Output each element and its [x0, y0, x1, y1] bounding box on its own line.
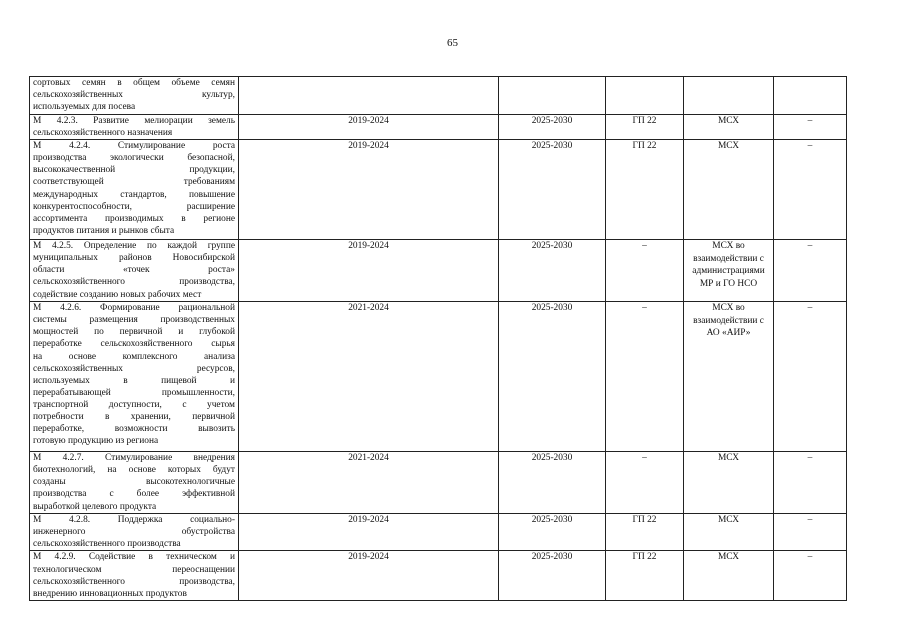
state-program: ГП 22: [606, 140, 684, 240]
description-line: внедрению инновационных продуктов: [33, 588, 187, 599]
note: –: [774, 551, 847, 601]
period-second: 2025-2030: [499, 514, 606, 551]
period-first: 2021-2024: [239, 302, 499, 452]
measure-description: [30, 551, 239, 601]
note: –: [774, 452, 847, 514]
description-line: М 4.2.4. Стимулирование роста: [33, 141, 235, 152]
state-program: –: [606, 240, 684, 302]
description-line: инженерного обустройства: [33, 527, 235, 538]
executor: [684, 551, 774, 601]
description-line: сельскохозяйственного производства: [33, 539, 181, 550]
note: [774, 77, 847, 115]
measure-description: [30, 452, 239, 514]
table-row: [30, 77, 847, 115]
executor-line: МСХ: [717, 552, 740, 563]
description-line: переработке сельскохозяйственного сырья: [33, 339, 235, 350]
description-line: М 4.2.5. Определение по каждой группе: [33, 241, 235, 252]
executor-line: АО «АИР»: [706, 328, 751, 339]
executor-line: МР и ГО НСО: [699, 278, 758, 289]
description-line: М 4.2.6. Формирование рациональной: [33, 303, 235, 314]
description-line: выработкой целевого продукта: [33, 501, 157, 512]
state-program: ГП 22: [606, 115, 684, 140]
description-line: муниципальных районов Новосибирской: [33, 253, 235, 264]
table-row: [30, 240, 847, 302]
executor-line: МСХ: [717, 453, 740, 464]
period-first: 2019-2024: [239, 551, 499, 601]
description-line: ассортимента производимых в регионе: [33, 213, 235, 224]
executor: [684, 115, 774, 140]
note: –: [774, 140, 847, 240]
description-line: М 4.2.3. Развитие мелиорации земель: [33, 116, 235, 126]
period-first: 2019-2024: [239, 115, 499, 140]
executor: [684, 302, 774, 452]
description-line: перерабатывающей промышленности,: [33, 387, 235, 398]
description-line: конкурентоспособности, расширение: [33, 201, 235, 212]
description-line: международных стандартов, повышение: [33, 189, 235, 200]
executor-line: МСХ: [717, 515, 740, 526]
description-line: М 4.2.7. Стимулирование внедрения: [33, 453, 235, 464]
executor-line: МСХ во: [712, 303, 745, 314]
measure-description: [30, 514, 239, 551]
description-line: сельскохозяйственного производства,: [33, 576, 235, 587]
description-line: готовую продукцию из региона: [33, 436, 159, 447]
description-line: используемых для посева: [33, 102, 136, 113]
executor-line: МСХ: [717, 141, 740, 152]
description-line: М 4.2.8. Поддержка социально-: [33, 515, 235, 526]
description-line: на основе комплексного анализа: [33, 351, 235, 362]
note: –: [774, 302, 847, 452]
executor-line: МСХ во: [712, 241, 745, 252]
note: –: [774, 514, 847, 551]
executor: [684, 140, 774, 240]
period-first: 2019-2024: [239, 514, 499, 551]
period-first: 2021-2024: [239, 452, 499, 514]
executor-line: взаимодействии с: [693, 253, 764, 264]
executor: [684, 77, 774, 115]
executor-line: МСХ: [717, 116, 740, 126]
description-line: используемых в пищевой и: [33, 375, 235, 386]
state-program: ГП 22: [606, 551, 684, 601]
table-row: [30, 452, 847, 514]
measure-description: [30, 302, 239, 452]
description-line: производства экологически безопасной,: [33, 153, 235, 164]
description-line: созданы высокотехнологичные: [33, 477, 235, 488]
description-line: соответствующей требованиям: [33, 177, 235, 188]
description-line: сельскохозяйственного назначения: [33, 128, 173, 139]
measures-table: [29, 76, 847, 601]
description-line: содействие созданию новых рабочих мест: [33, 289, 202, 300]
description-line: М 4.2.9. Содействие в техническом и: [33, 552, 235, 563]
period-first: 2019-2024: [239, 240, 499, 302]
table-row: [30, 302, 847, 452]
description-line: сельскохозяйственных ресурсов,: [33, 363, 235, 374]
description-line: системы размещения производственных: [33, 315, 235, 326]
description-line: сельскохозяйственного производства,: [33, 277, 235, 288]
state-program: ГП 22: [606, 514, 684, 551]
measure-description: [30, 115, 239, 140]
description-line: мощностей по первичной и глубокой: [33, 327, 235, 338]
period-second: 2025-2030: [499, 452, 606, 514]
table-row: [30, 551, 847, 601]
period-second: 2025-2030: [499, 240, 606, 302]
period-second: 2025-2030: [499, 551, 606, 601]
description-line: высококачественной продукции,: [33, 165, 235, 176]
period-second: 2025-2030: [499, 302, 606, 452]
measure-description: [30, 140, 239, 240]
description-line: переработке, возможности вывозить: [33, 424, 235, 435]
period-second: [499, 77, 606, 115]
measure-description: [30, 240, 239, 302]
table-row: [30, 140, 847, 240]
description-line: технологическом переоснащении: [33, 564, 235, 575]
description-line: сельскохозяйственных культур,: [33, 90, 235, 101]
period-second: 2025-2030: [499, 115, 606, 140]
executor-line: взаимодействии с: [693, 315, 764, 326]
note: –: [774, 115, 847, 140]
description-line: биотехнологий, на основе которых будут: [33, 465, 235, 476]
description-line: потребности в хранении, первичной: [33, 412, 235, 423]
executor-line: администрациями: [692, 266, 765, 277]
executor: [684, 240, 774, 302]
period-second: 2025-2030: [499, 140, 606, 240]
period-first: 2019-2024: [239, 140, 499, 240]
executor: [684, 452, 774, 514]
executor: [684, 514, 774, 551]
table-row: [30, 514, 847, 551]
description-line: сортовых семян в общем объеме семян: [33, 78, 235, 88]
description-line: продуктов питания и рынков сбыта: [33, 225, 175, 236]
measure-description: [30, 77, 239, 115]
table-row: [30, 115, 847, 140]
note: –: [774, 240, 847, 302]
period-first: [239, 77, 499, 115]
description-line: производства с более эффективной: [33, 489, 235, 500]
state-program: [606, 77, 684, 115]
state-program: –: [606, 452, 684, 514]
page-number: 65: [447, 37, 458, 49]
state-program: –: [606, 302, 684, 452]
description-line: области «точек роста»: [33, 265, 235, 276]
description-line: транспортной доступности, с учетом: [33, 399, 235, 410]
